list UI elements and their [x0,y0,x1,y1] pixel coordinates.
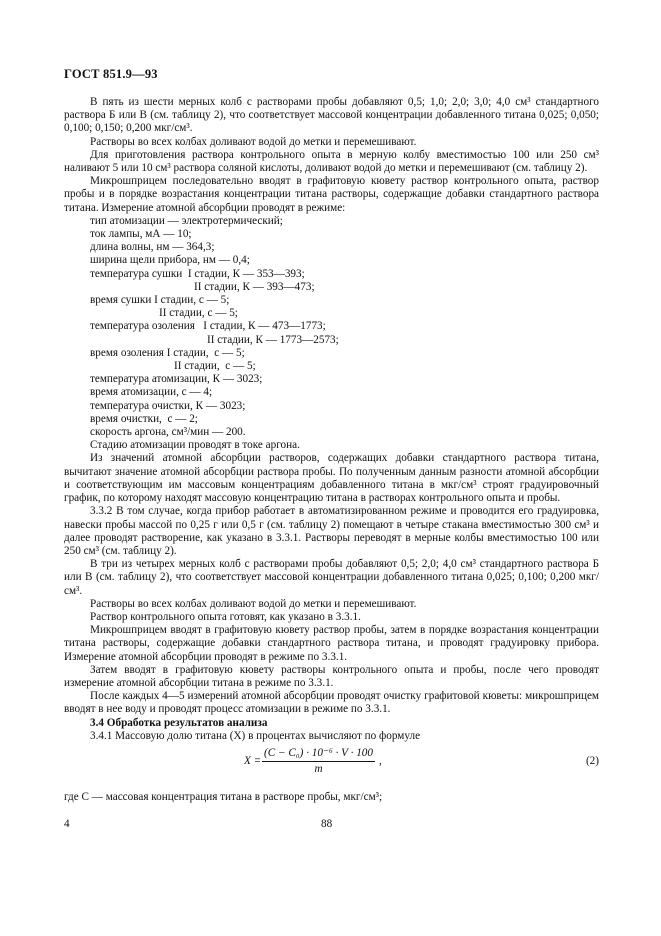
mode-line: время атомизации, с — 4; [90,386,213,399]
paragraph: Растворы во всех колбах доливают водой до метки и перемешивают. [90,597,417,610]
mode-line: температура озоления I стадии, К — 473—1773; [90,320,326,333]
mode-line: ширина щели прибора, нм — 0,4; [90,254,250,267]
paragraph: Микрошприцем последовательно вводят в графитовую кювету раствор контрольного опыта, раствор пробы и в порядке возрастания концентрации титана растворы, содержащие добавки стандартного раствора титана. Измерение атомной абсорбции проводят в режиме: [64,175,599,214]
mode-line: температура сушки I стадии, К — 353—393; [90,267,305,280]
mode-line: время сушки I стадии, с — 5; [90,294,230,307]
paragraph: Затем вводят в графитовую кювету растворы контрольного опыта и пробы, после чего проводят измерение атомной абсорбции титана в режиме по 3.3.1. [64,663,599,689]
formula-numerator: (C − C₀) · 10⁻⁶ · V · 100 [262,747,375,762]
mode-line: ток лампы, мА — 10; [90,228,192,241]
paragraph: После каждых 4—5 измерений атомной абсорбции проводят очистку графитовой кюветы: микрошприцем вводят в нее воду и проводят процесс атомизации в режиме по 3.3.1. [64,690,599,716]
paragraph: В пять из шести мерных колб с растворами пробы добавляют 0,5; 1,0; 2,0; 3,0; 4,0 см³ стандартного раствора Б или В (см. таблицу 2), что соответствует массовой концентрации добавленного титана 0,025; 0,050; 0,100; 0,150; 0,200 мкг/см³. [64,96,599,135]
section-heading: 3.4 Обработка результатов анализа [90,716,268,729]
paragraph: 3.3.2 В том случае, когда прибор работает в автоматизированном режиме и проводится его градуировка, навески пробы массой по 0,25 г или 0,5 г (см. таблицу 2) помещают в четыре стакана вместимостью 300 см³ и далее проводят растворение, как указано в 3.3.1. Растворы переводят в мерные колбы вместимостью 100 или 250 см³ (см. таблицу 2). [64,505,599,557]
mode-line: время очистки, с — 2; [90,412,198,425]
mode-line: II стадии, с — 5; [174,360,256,373]
formula-number: (2) [585,754,599,767]
paragraph: Из значений атомной абсорбции растворов, содержащих добавки стандартного раствора титана, вычитают значение атомной абсорбции раствора пробы. По полученным данным разности атомной абсорбции и соответствующим им массовым концентрациям добавленного титана в мкг/см³ строят градуировочный график, по которому находят массовую концентрацию титана в растворах контрольного опыта и пробы. [64,452,599,505]
mode-line: тип атомизации — электротермический; [90,214,283,227]
where-clause: где C — массовая концентрация титана в растворе пробы, мкг/см³; [64,790,383,803]
formula [64,747,599,779]
page-number-left: 4 [64,818,70,830]
paragraph: В три из четырех мерных колб с растворами пробы добавляют 0,5; 2,0; 4,0 см³ стандартного раствора Б или В (см. таблицу 2), что соответствует массовой концентрации добавленного титана 0,025; 0,100; 0,200 мкг/см³. [64,558,599,597]
mode-line: II стадии, с — 5; [159,307,238,320]
mode-line: температура очистки, К — 3023; [90,399,246,412]
mode-line: длина волны, нм — 364,3; [90,241,215,254]
formula-denominator: m [314,763,323,776]
mode-line: время озоления I стадии, с — 5; [90,346,245,359]
measurement-mode-list [64,215,599,453]
formula-period: , [379,754,382,767]
paragraph: Растворы во всех колбах доливают водой до метки и перемешивают. [90,135,417,148]
page-number-center: 88 [321,818,333,830]
mode-line: температура атомизации, К — 3023; [90,373,263,386]
document-header: ГОСТ 851.9—93 [64,67,158,81]
mode-line: Стадию атомизации проводят в токе аргона. [90,439,300,452]
document-body [64,96,599,804]
mode-line: II стадии, К — 393—473; [194,280,315,293]
paragraph: Раствор контрольного опыта готовят, как указано в 3.3.1. [90,610,361,623]
mode-line: скорость аргона, см³/мин — 200. [90,426,246,439]
formula-intro: 3.4.1 Массовую долю титана (X) в процентах вычисляют по формуле [90,729,421,742]
formula-lhs: X = [244,754,262,767]
mode-line: II стадии, К — 1773—2573; [207,333,339,346]
paragraph: Для приготовления раствора контрольного опыта в мерную колбу вместимостью 100 или 250 см³ наливают 5 или 10 см³ раствора соляной кислоты, доливают водой до метки и перемешивают (см. таблицу 2). [64,148,599,175]
formula-fraction [262,747,375,776]
paragraph: Микрошприцем вводят в графитовую кювету раствор пробы, затем в порядке возрастания концентрации титана растворы, содержащие добавки стандартного раствора титана, и проводят градуировку прибора. Измерение атомной абсорбции проводят в режиме по 3.3.1. [64,624,599,663]
